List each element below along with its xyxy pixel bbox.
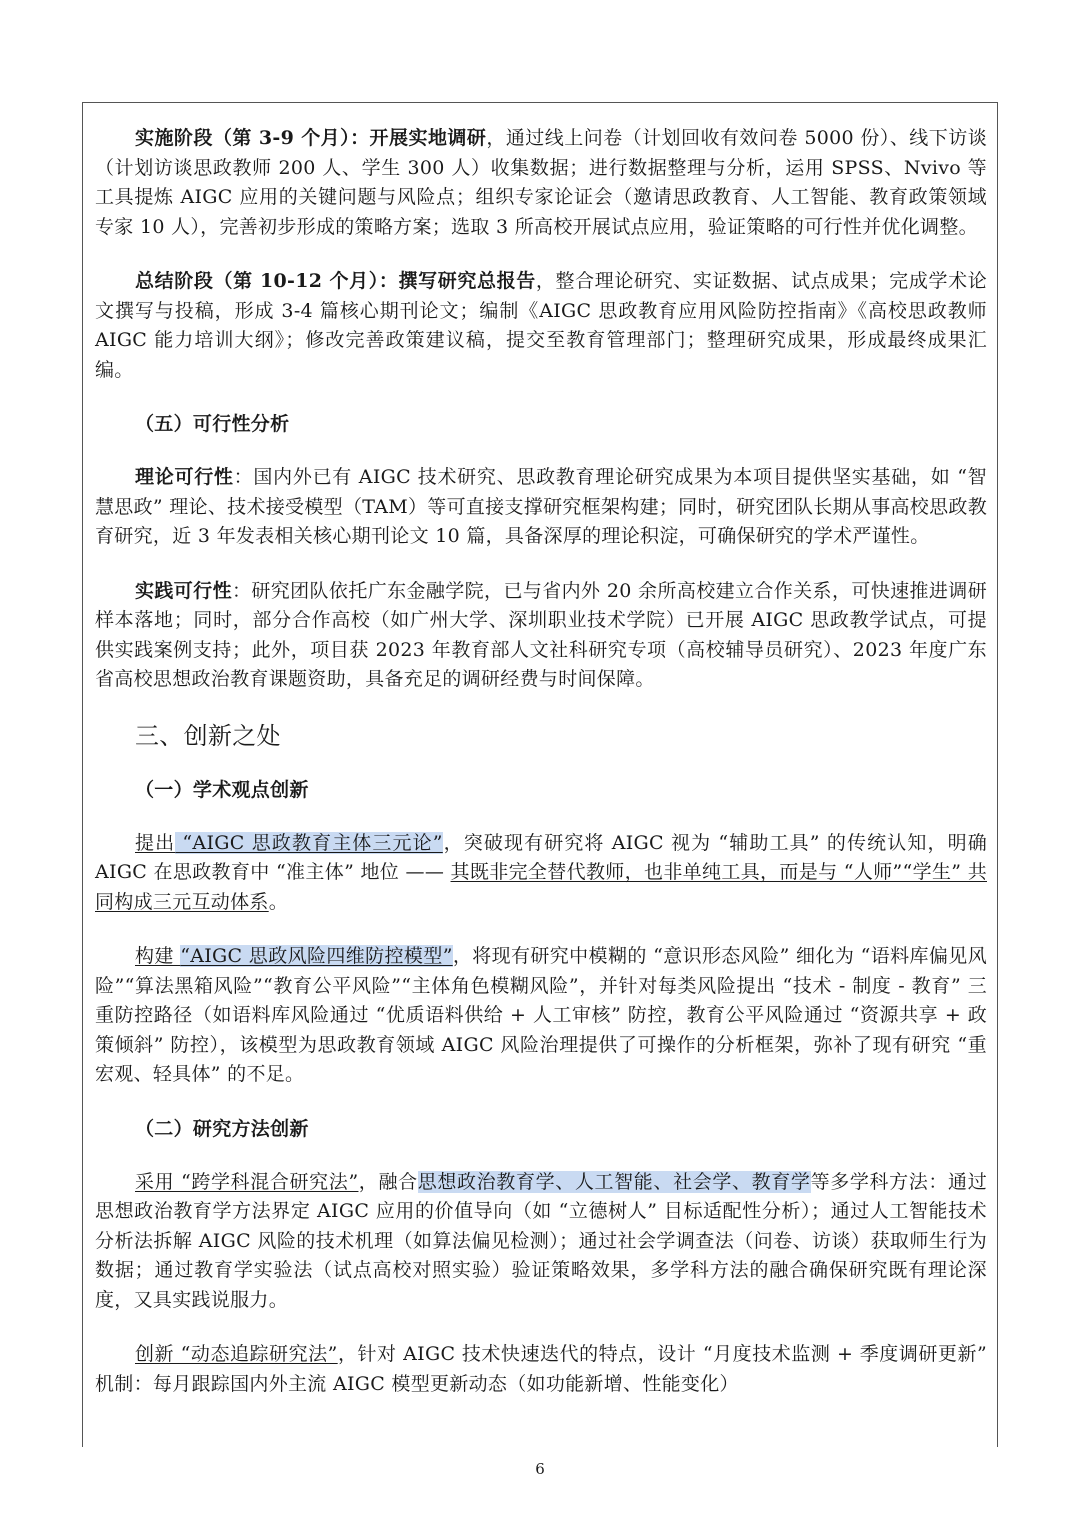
feasibility-heading: （五）可行性分析: [135, 413, 290, 435]
page-number: 6: [535, 1460, 545, 1478]
paragraph-three-subject-theory: 提出 “AIGC 思政教育主体三元论”，突破现有研究将 AIGC 视为 “辅助工具” 的传统认知，明确 AIGC 在思政教育中 “准主体” 地位 —— 其既非完全替代教师，也非单纯工具，而是与 “人师”“学生” 共同构成三元互动体系。: [95, 831, 987, 913]
highlight-risk-model: “AIGC 思政风险四维防控模型”: [180, 945, 453, 967]
paragraph-dynamic-tracking: 创新 “动态追踪研究法”，针对 AIGC 技术快速迭代的特点，设计 “月度技术监测 + 季度调研更新” 机制：每月跟踪国内外主流 AIGC 模型更新动态（如功能新增、性能变化）: [95, 1343, 988, 1395]
summary-stage-title: 总结阶段（第 10-12 个月）：撰写研究总报告: [135, 270, 536, 292]
document-body: [95, 124, 987, 1424]
highlight-disciplines: 思想政治教育学、人工智能、社会学、教育学: [417, 1170, 811, 1193]
innovation-section-heading: 三、创新之处: [135, 721, 281, 750]
implementation-stage-title: 实施阶段（第 3-9 个月）：开展实地调研: [135, 127, 487, 149]
paragraph-summary-stage: 总结阶段（第 10-12 个月）：撰写研究总报告，整合理论研究、实证数据、试点成果；完成学术论文撰写与投稿，形成 3-4 篇核心期刊论文；编制《AIGC 思政教育应用风险防控指南》《高校思政教师 AIGC 能力培训大纲》；修改完善政策建议稿，提交至教育管理部门；整理研究成果，形成最终成果汇编。: [95, 270, 987, 381]
paragraph-risk-model: 构建 “AIGC 思政风险四维防控模型”，将现有研究中模糊的 “意识形态风险” 细化为 “语料库偏见风险”“算法黑箱风险”“教育公平风险”“主体角色模糊风险”，并针对每类风险提出 “技术 - 制度 - 教育” 三重防控路径（如语料库风险通过 “优质语料供给 + 人工审核” 防控，教育公平风险通过 “资源共享 + 政策倾斜” 防控），该模型为思政教育领域 AIGC 风险治理提供了可操作的分析框架，弥补了现有研究 “重宏观、轻具体” 的不足。: [95, 945, 988, 1085]
paragraph-interdisciplinary-method: 采用 “跨学科混合研究法”，融合思想政治教育学、人工智能、社会学、教育学等多学科方法：通过思想政治教育学方法界定 AIGC 应用的价值导向（如 “立德树人” 目标适配性分析）；通过人工智能技术分析法拆解 AIGC 风险的技术机理（如算法偏见检测）；通过社会学调查法（问卷、访谈）获取师生行为数据；通过教育学实验法（试点高校对照实验）验证策略效果，多学科方法的融合确保研究既有理论深度，又具实践说服力。: [95, 1170, 987, 1311]
paragraph-theory-feasibility: 理论可行性：国内外已有 AIGC 技术研究、思政教育理论研究成果为本项目提供坚实基础，如 “智慧思政” 理论、技术接受模型（TAM）等可直接支撑研究框架构建；同时，研究团队长期从事高校思政教育研究，近 3 年发表相关核心期刊论文 10 篇，具备深厚的理论积淀，可确保研究的学术严谨性。: [95, 466, 987, 547]
underline-three-subject-explanation: 其既非完全替代教师，也非单纯工具，而是与 “人师”“学生” 共同构成三元互动体系: [95, 861, 987, 913]
method-innovation-heading: （二）研究方法创新: [135, 1117, 309, 1140]
highlight-three-subject-theory: “AIGC 思政教育主体三元论”: [175, 831, 443, 854]
paragraph-practice-feasibility: 实践可行性：研究团队依托广东金融学院，已与省内外 20 余所高校建立合作关系，可快速推进调研样本落地；同时，部分合作高校（如广州大学、深圳职业技术学院）已开展 AIGC 思政教学试点，可提供实践案例支持；此外，项目获 2023 年教育部人文社科研究专项（高校辅导员研究）、2023 年度广东省高校思想政治教育课题资助，具备充足的调研经费与时间保障。: [95, 579, 987, 690]
academic-innovation-heading: （一）学术观点创新: [135, 778, 309, 801]
paragraph-implementation-stage: 实施阶段（第 3-9 个月）：开展实地调研，通过线上问卷（计划回收有效问卷 5000 份）、线下访谈（计划访谈思政教师 200 人、学生 300 人）收集数据；进行数据整理与分析，运用 SPSS、Nvivo 等工具提炼 AIGC 应用的关键问题与风险点；组织专家论证会（邀请思政教育、人工智能、教育政策领域专家 10 人），完善初步形成的策略方案；选取 3 所高校开展试点应用，验证策略的可行性并优化调整。: [95, 127, 987, 238]
